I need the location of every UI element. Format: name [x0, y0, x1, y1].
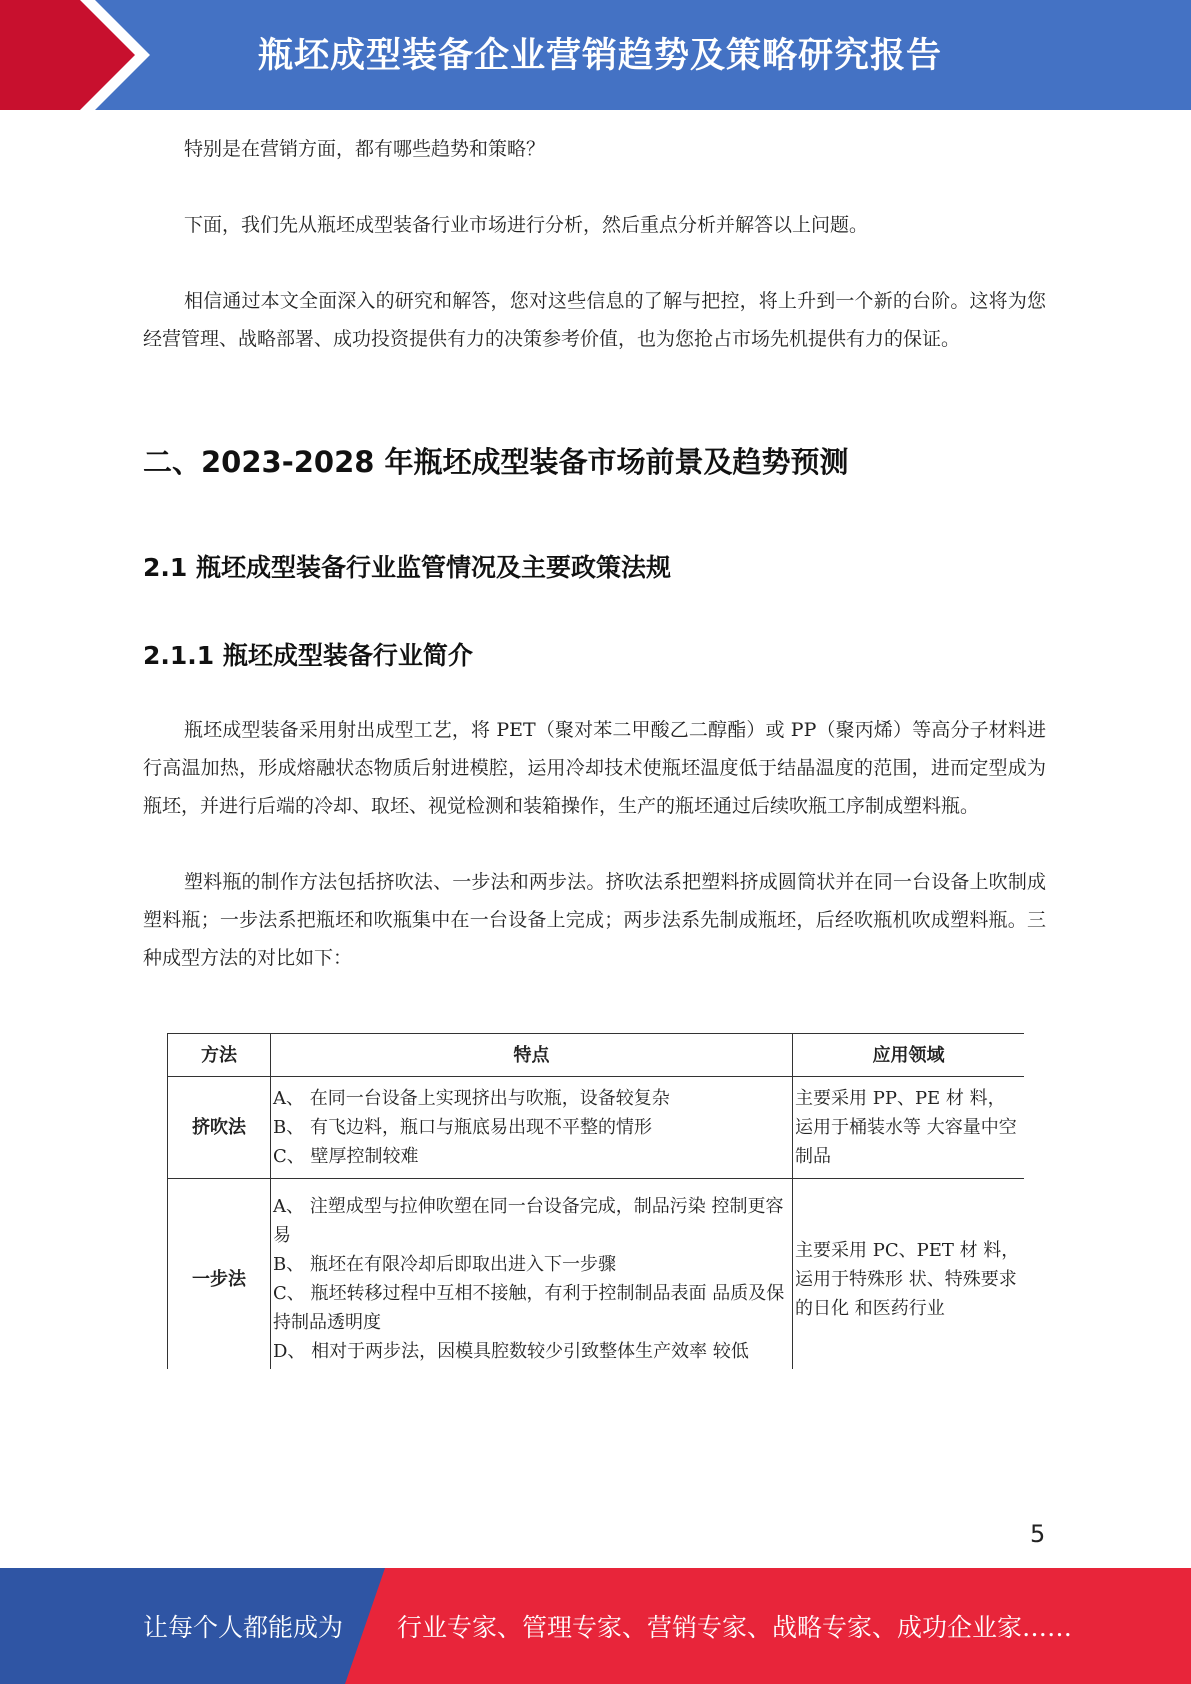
page-header: [0, 0, 1191, 110]
intro-section: [143, 130, 1046, 358]
table-header-application: 应用领域: [793, 1034, 1025, 1077]
table-cell-application: 主要采用 PC、PET 材 料，运用于特殊形 状、特殊要求的日化 和医药行业: [793, 1179, 1025, 1370]
table-header-features: 特点: [271, 1034, 793, 1077]
feature-line: D、 相对于两步法，因模具腔数较少引致整体生产效率 较低: [273, 1341, 749, 1362]
comparison-table: [167, 1033, 1024, 1369]
page-number: 5: [1030, 1520, 1046, 1548]
subsection-heading: 2.1 瓶坯成型装备行业监管情况及主要政策法规: [143, 553, 671, 582]
intro-paragraph-2: 下面，我们先从瓶坯成型装备行业市场进行分析，然后重点分析并解答以上问题。: [184, 214, 869, 236]
body-section: [143, 711, 1046, 977]
feature-line: B、 瓶坯在有限冷却后即取出进入下一步骤: [273, 1254, 616, 1275]
footer-slogan-left: 让每个人都能成为: [143, 1613, 344, 1642]
feature-line: C、 瓶坯转移过程中互相不接触，有利于控制制品表面 品质及保持制品透明度: [273, 1283, 785, 1333]
footer-slogan-right: 行业专家、管理专家、营销专家、战略专家、成功企业家……: [397, 1613, 1073, 1642]
table-cell-features: [271, 1179, 793, 1370]
section-heading: 二、2023-2028 年瓶坯成型装备市场前景及趋势预测: [143, 445, 849, 479]
table-row: [168, 1179, 1025, 1370]
page-footer: [0, 1568, 1191, 1684]
feature-line: B、 有飞边料，瓶口与瓶底易出现不平整的情形: [273, 1117, 652, 1138]
red-chevron-icon: [0, 0, 160, 110]
feature-line: A、 注塑成型与拉伸吹塑在同一台设备完成，制品污染 控制更容易: [273, 1196, 784, 1246]
body-paragraph-2: 塑料瓶的制作方法包括挤吹法、一步法和两步法。挤吹法系把塑料挤成圆筒状并在同一台设备上吹制成塑料瓶；一步法系把瓶坯和吹瓶集中在一台设备上完成；两步法系先制成瓶坯，后经吹瓶机吹成塑料瓶。三种成型方法的对比如下：: [143, 871, 1046, 969]
table-cell-method: 一步法: [168, 1179, 271, 1370]
intro-paragraph-1: 特别是在营销方面，都有哪些趋势和策略？: [184, 138, 546, 160]
feature-line: C、 壁厚控制较难: [273, 1146, 419, 1167]
report-title: 瓶坯成型装备企业营销趋势及策略研究报告: [258, 36, 943, 76]
intro-paragraph-3: 相信通过本文全面深入的研究和解答，您对这些信息的了解与把控，将上升到一个新的台阶。这将为您经营管理、战略部署、成功投资提供有力的决策参考价值，也为您抢占市场先机提供有力的保证。: [143, 290, 1046, 350]
comparison-table-wrapper: [167, 1033, 1024, 1369]
table-row: [168, 1077, 1025, 1179]
body-paragraph-1: 瓶坯成型装备采用射出成型工艺，将 PET（聚对苯二甲酸乙二醇酯）或 PP（聚丙烯）等高分子材料进行高温加热，形成熔融状态物质后射进模腔，运用冷却技术使瓶坯温度低于结晶温度的范围，进而定型成为瓶坯，并进行后端的冷却、取坯、视觉检测和装箱操作，生产的瓶坯通过后续吹瓶工序制成塑料瓶。: [143, 719, 1046, 817]
table-cell-method: 挤吹法: [168, 1077, 271, 1179]
table-cell-features: [271, 1077, 793, 1179]
table-header-row: [168, 1034, 1025, 1077]
subsubsection-heading: 2.1.1 瓶坯成型装备行业简介: [143, 641, 473, 670]
feature-line: A、 在同一台设备上实现挤出与吹瓶，设备较复杂: [273, 1088, 670, 1109]
table-header-method: 方法: [168, 1034, 271, 1077]
table-cell-application: 主要采用 PP、PE 材 料，运用于桶装水等 大容量中空制品: [793, 1077, 1025, 1179]
